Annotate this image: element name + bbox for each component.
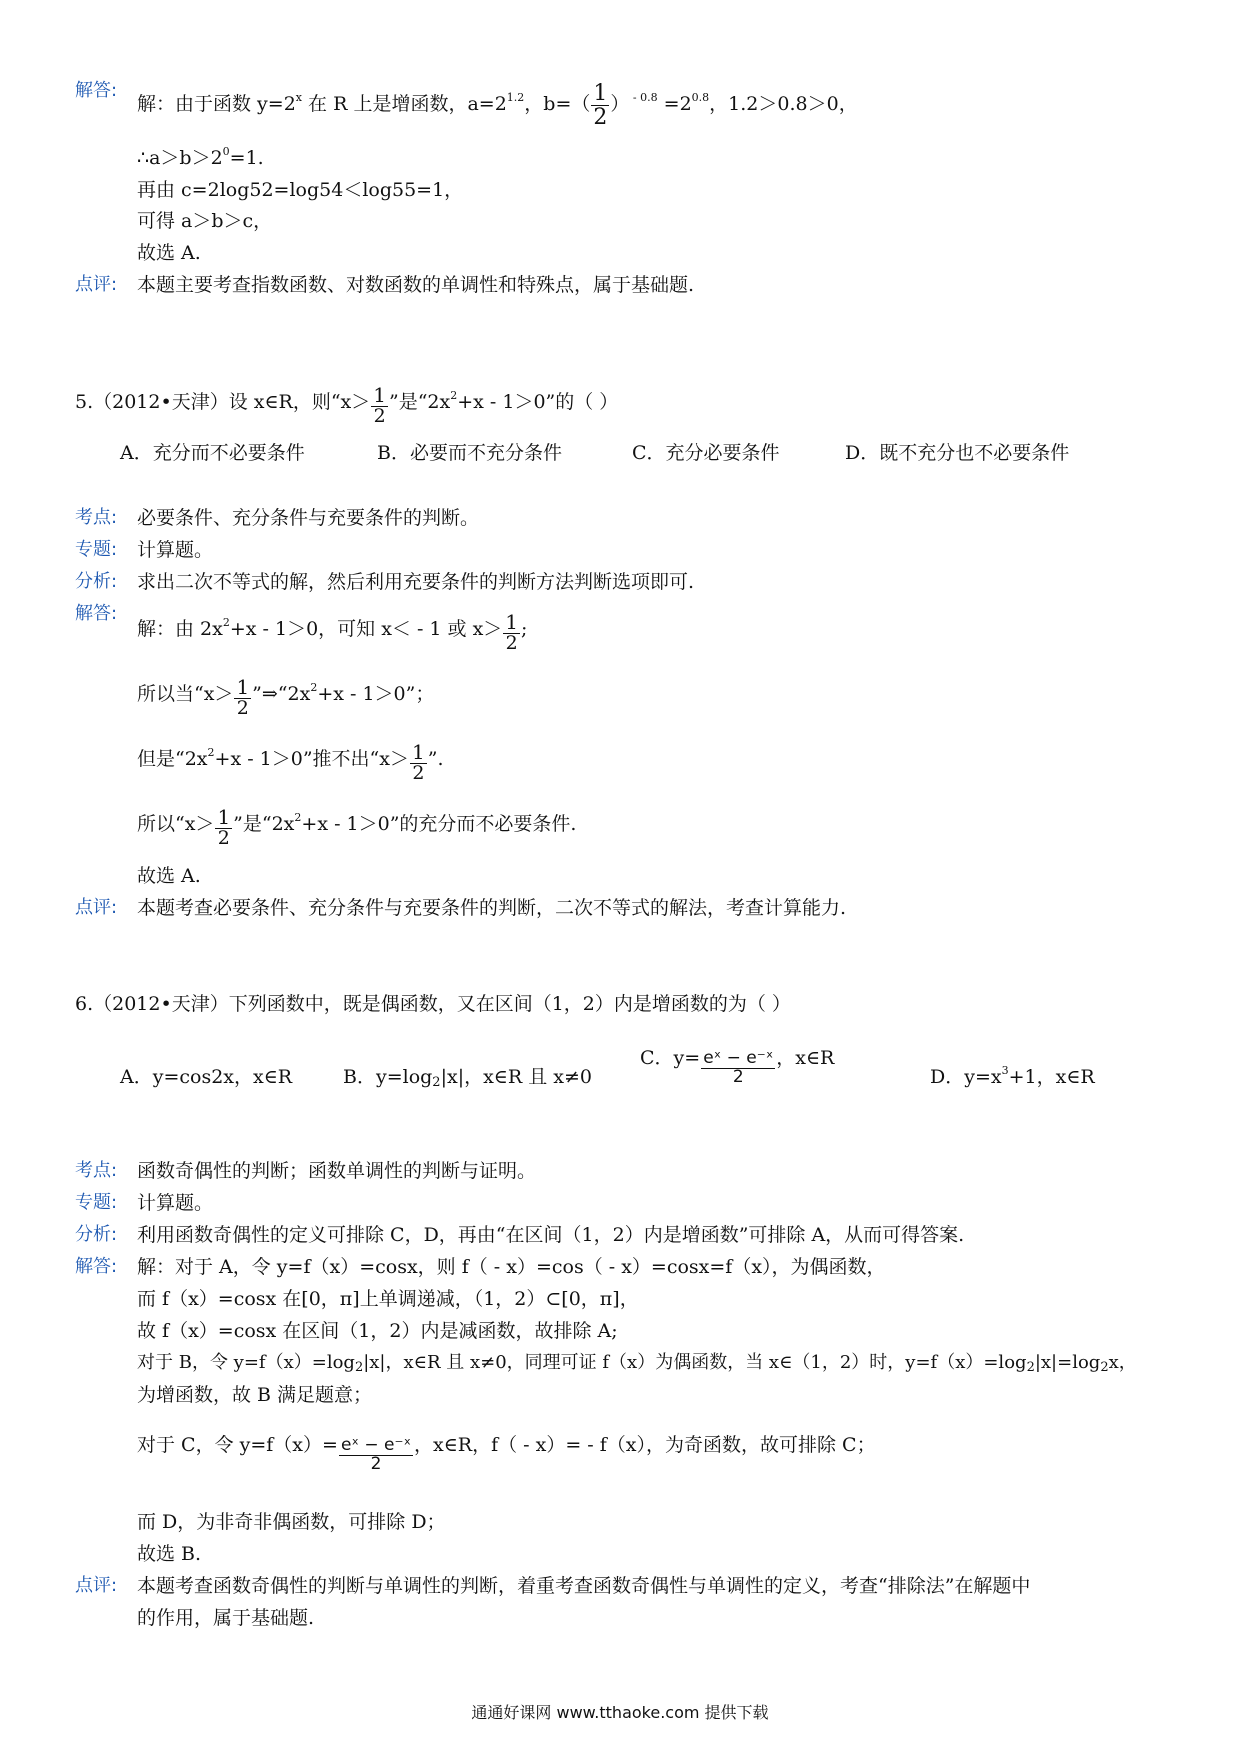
q5-solution-line-5: 故选 A. [137,865,201,887]
q4-solution-line-4: 可得 a＞b＞c， [137,210,273,232]
q5-zhuanti: 计算题。 [137,539,214,561]
q5-fenxi: 求出二次不等式的解，然后利用充要条件的判断方法判断选项即可. [137,571,695,593]
q6-solution-line-4: 对于 B，令 $y=f(x)=\log_2|x|$，x∈R 且 x≠0，同理可证 f（x）为偶函数，当 x∈（1，2）时，$y=f(x)=\log_2|x|=\log_2x$， [137,1352,1137,1375]
q5-kaodian: 必要条件、充分条件与充要条件的判断。 [137,507,480,529]
q6-stem: 6.（2012•天津）下列函数中，既是偶函数，又在区间（1，2）内是增函数的为（ ） [75,993,791,1015]
q6-zhuanti: 计算题。 [137,1192,214,1214]
page-footer: 通通好课网 www.tthaoke.com 提供下载 [471,1703,769,1722]
q5-option-a: A．充分而不必要条件 [120,442,305,464]
label-zhuanti: 专题: [75,1192,118,1213]
q6-option-b: B．$y=\log_2|x|$，x∈R 且 x≠0 [343,1066,592,1090]
label-kaodian: 考点: [75,507,118,528]
q4-solution-line-5: 故选 A. [137,242,201,264]
q6-solution-line-7: 而 D，为非奇非偶函数，可排除 D； [137,1511,446,1533]
label-fenxi: 分析: [75,571,118,592]
q4-comment: 本题主要考查指数函数、对数函数的单调性和特殊点，属于基础题. [137,274,695,296]
label-zhuanti: 专题: [75,539,118,560]
q4-solution-line-1: 解：由于函数 $y=2^x$ 在 R 上是增函数，$a=2^{1.2}$，b=（ $\frac{1}{2}$ ） $^{- 0.8} =2^{0.8}$，1.2＞0.8＞0， [137,81,858,131]
q6-comment-line-2: 的作用，属于基础题. [137,1607,315,1629]
q4-solution-line-3: 再由 c=2log52=log54＜log55=1， [137,179,464,201]
label-dianping: 点评: [75,274,118,295]
label-dianping: 点评: [75,1575,118,1596]
q4-solution-line-2: $\therefore a>b>2^0=1$. [137,145,264,169]
q5-solution-line-3: 但是“$2x^2+x - 1>0$”推不出“x＞ $\frac{1}{2}$ ”. [137,740,444,784]
q6-option-a: A．y=cos2x，x∈R [120,1066,293,1088]
q6-solution-line-5: 为增函数，故 B 满足题意； [137,1384,373,1406]
q6-solution-line-2: 而 f（x）=cosx 在[0，π]上单调递减，（1，2）⊂[0，π]， [137,1288,639,1310]
q5-option-b: B．必要而不充分条件 [377,442,562,464]
q6-solution-line-8: 故选 B. [137,1543,202,1565]
q6-solution-line-6: 对于 C，令 y=f（x）= $\frac{\text{eˣ − e⁻ˣ}}{2}$ ，x∈R，f（ - x）= - f（x），为奇函数，故可排除 C； [137,1434,876,1474]
q6-option-c: C．y= $\frac{\text{eˣ − e⁻ˣ}}{2}$ ，x∈R [640,1047,835,1087]
q5-stem: 5.（2012•天津）设 x∈R，则“x＞ $\frac{1}{2}$ ”是“$2x^2+x - 1>0$”的（ ） [75,383,619,427]
label-fenxi: 分析: [75,1224,118,1245]
label-jieda: 解答: [75,80,118,101]
q6-fenxi: 利用函数奇偶性的定义可排除 C，D，再由“在区间（1，2）内是增函数”可排除 A，从而可得答案. [137,1224,965,1246]
q6-solution-line-3: 故 f（x）=cosx 在区间（1，2）内是减函数，故排除 A; [137,1320,618,1342]
q6-option-d: D．$y=x^3+1$，x∈R [930,1064,1095,1088]
q5-solution-line-2: 所以当“x＞ $\frac{1}{2}$ $”\Rightarrow“2x^2+x - 1>0$”； [137,675,435,719]
label-jieda: 解答: [75,1256,118,1277]
q5-option-c: C．充分必要条件 [632,442,780,464]
q5-solution-line-1: 解：由 $2x^2+x - 1>0$，可知 x＜ - 1 或 x＞ $\frac{1}{2}$ ; [137,610,528,654]
label-dianping: 点评: [75,897,118,918]
q5-option-d: D．既不充分也不必要条件 [845,442,1070,464]
q5-solution-line-4: 所以“x＞ $\frac{1}{2}$ ”是“$2x^2+x - 1>0$”的充分而不必要条件. [137,805,577,849]
q6-kaodian: 函数奇偶性的判断；函数单调性的判断与证明。 [137,1160,537,1182]
label-jieda: 解答: [75,603,118,624]
q6-solution-line-1: 解：对于 A，令 y=f（x）=cosx，则 f（ - x）=cos（ - x）=cosx=f（x），为偶函数， [137,1256,886,1278]
q6-comment-line-1: 本题考查函数奇偶性的判断与单调性的判断，着重考查函数奇偶性与单调性的定义，考查“排除法”在解题中 [137,1575,1031,1597]
q5-comment: 本题考查必要条件、充分条件与充要条件的判断，二次不等式的解法，考查计算能力. [137,897,847,919]
label-kaodian: 考点: [75,1160,118,1181]
